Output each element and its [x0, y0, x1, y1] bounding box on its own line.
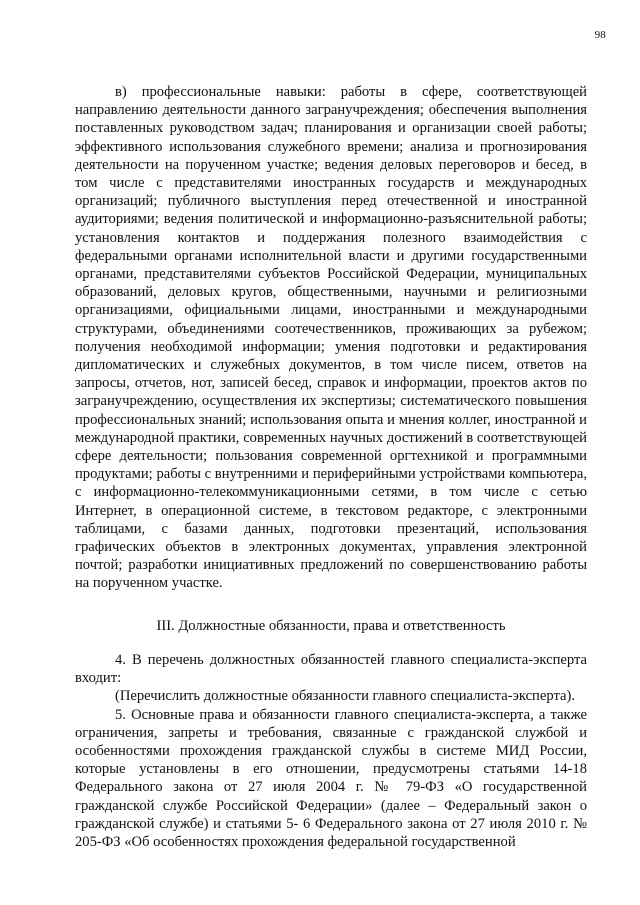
paragraph-professional-skills: в) профессиональные навыки: работы в сфере, соответствующей направлению деятельности данного загранучреждения; обеспечения выполнения поставленных руководством задач; планирования и организации своей работы; эффективного использования служебного времени; анализа и прогнозирования деятельности на порученном участке; ведения деловых переговоров и бесед, в том числе с представителями иностранных государств и международных организаций; публичного выступления перед отечественной и иностранной аудиториями; ведения политической и информационно-разъяснительной работы; установления контактов и поддержания полезного взаимодействия с федеральными органами исполнительной власти и другими государственными органами, представителями субъектов Российской Федерации, муниципальных образований, деловых кругов, общественными, научными и религиозными организациями, официальными лицами, иностранными и международными структурами, объединениями соотечественников, проживающих за рубежом; получения необходимой информации; умения подготовки и редактирования дипломатических и служебных документов, в том числе писем, ответов на запросы, отчетов, нот, записей бесед, справок и информации, проектов актов по загранучреждению, осуществления их экспертизы; систематического повышения профессиональных знаний; использования опыта и мнения коллег, иностранной и международной практики, современных научных достижений в соответствующей сфере деятельности; пользования современной оргтехникой и программными продуктами; работы с внутренними и периферийными устройствами компьютера, с информационно-телекоммуникационными сетями, в том числе с сетью Интернет, в операционной системе, в текстовом редакторе, с электронными таблицами, с базами данных, подготовки презентаций, использования графических объектов в электронных документах, управления электронной почтой; разработки инициативных предложений по совершенствованию работы на порученном участке. — [75, 84, 587, 592]
paragraph-item-4: 4. В перечень должностных обязанностей главного специалиста-эксперта входит: — [75, 651, 587, 687]
section-heading: III. Должностные обязанности, права и ответственность — [156, 617, 506, 634]
page-number: 98 — [594, 29, 606, 41]
paragraph-item-4-note: (Перечислить должностные обязанности главного специалиста-эксперта). — [115, 688, 575, 705]
document-body — [75, 83, 587, 851]
paragraph-item-5: 5. Основные права и обязанности главного специалиста-эксперта, а также ограничения, запреты и требования, связанные с гражданской службой и особенностями прохождения гражданской службы в системе МИД России, которые установлены в его отношении, предусмотрены статьями 14-18 Федерального закона от 27 июля 2004 г. № 79-ФЗ «О государственной гражданской службе Российской Федерации» (далее – Федеральный закон о гражданской службе) и статьями 5- 6 Федерального закона от 27 июля 2010 г. № 205-ФЗ «Об особенностях прохождения федеральной государственной — [75, 706, 587, 850]
